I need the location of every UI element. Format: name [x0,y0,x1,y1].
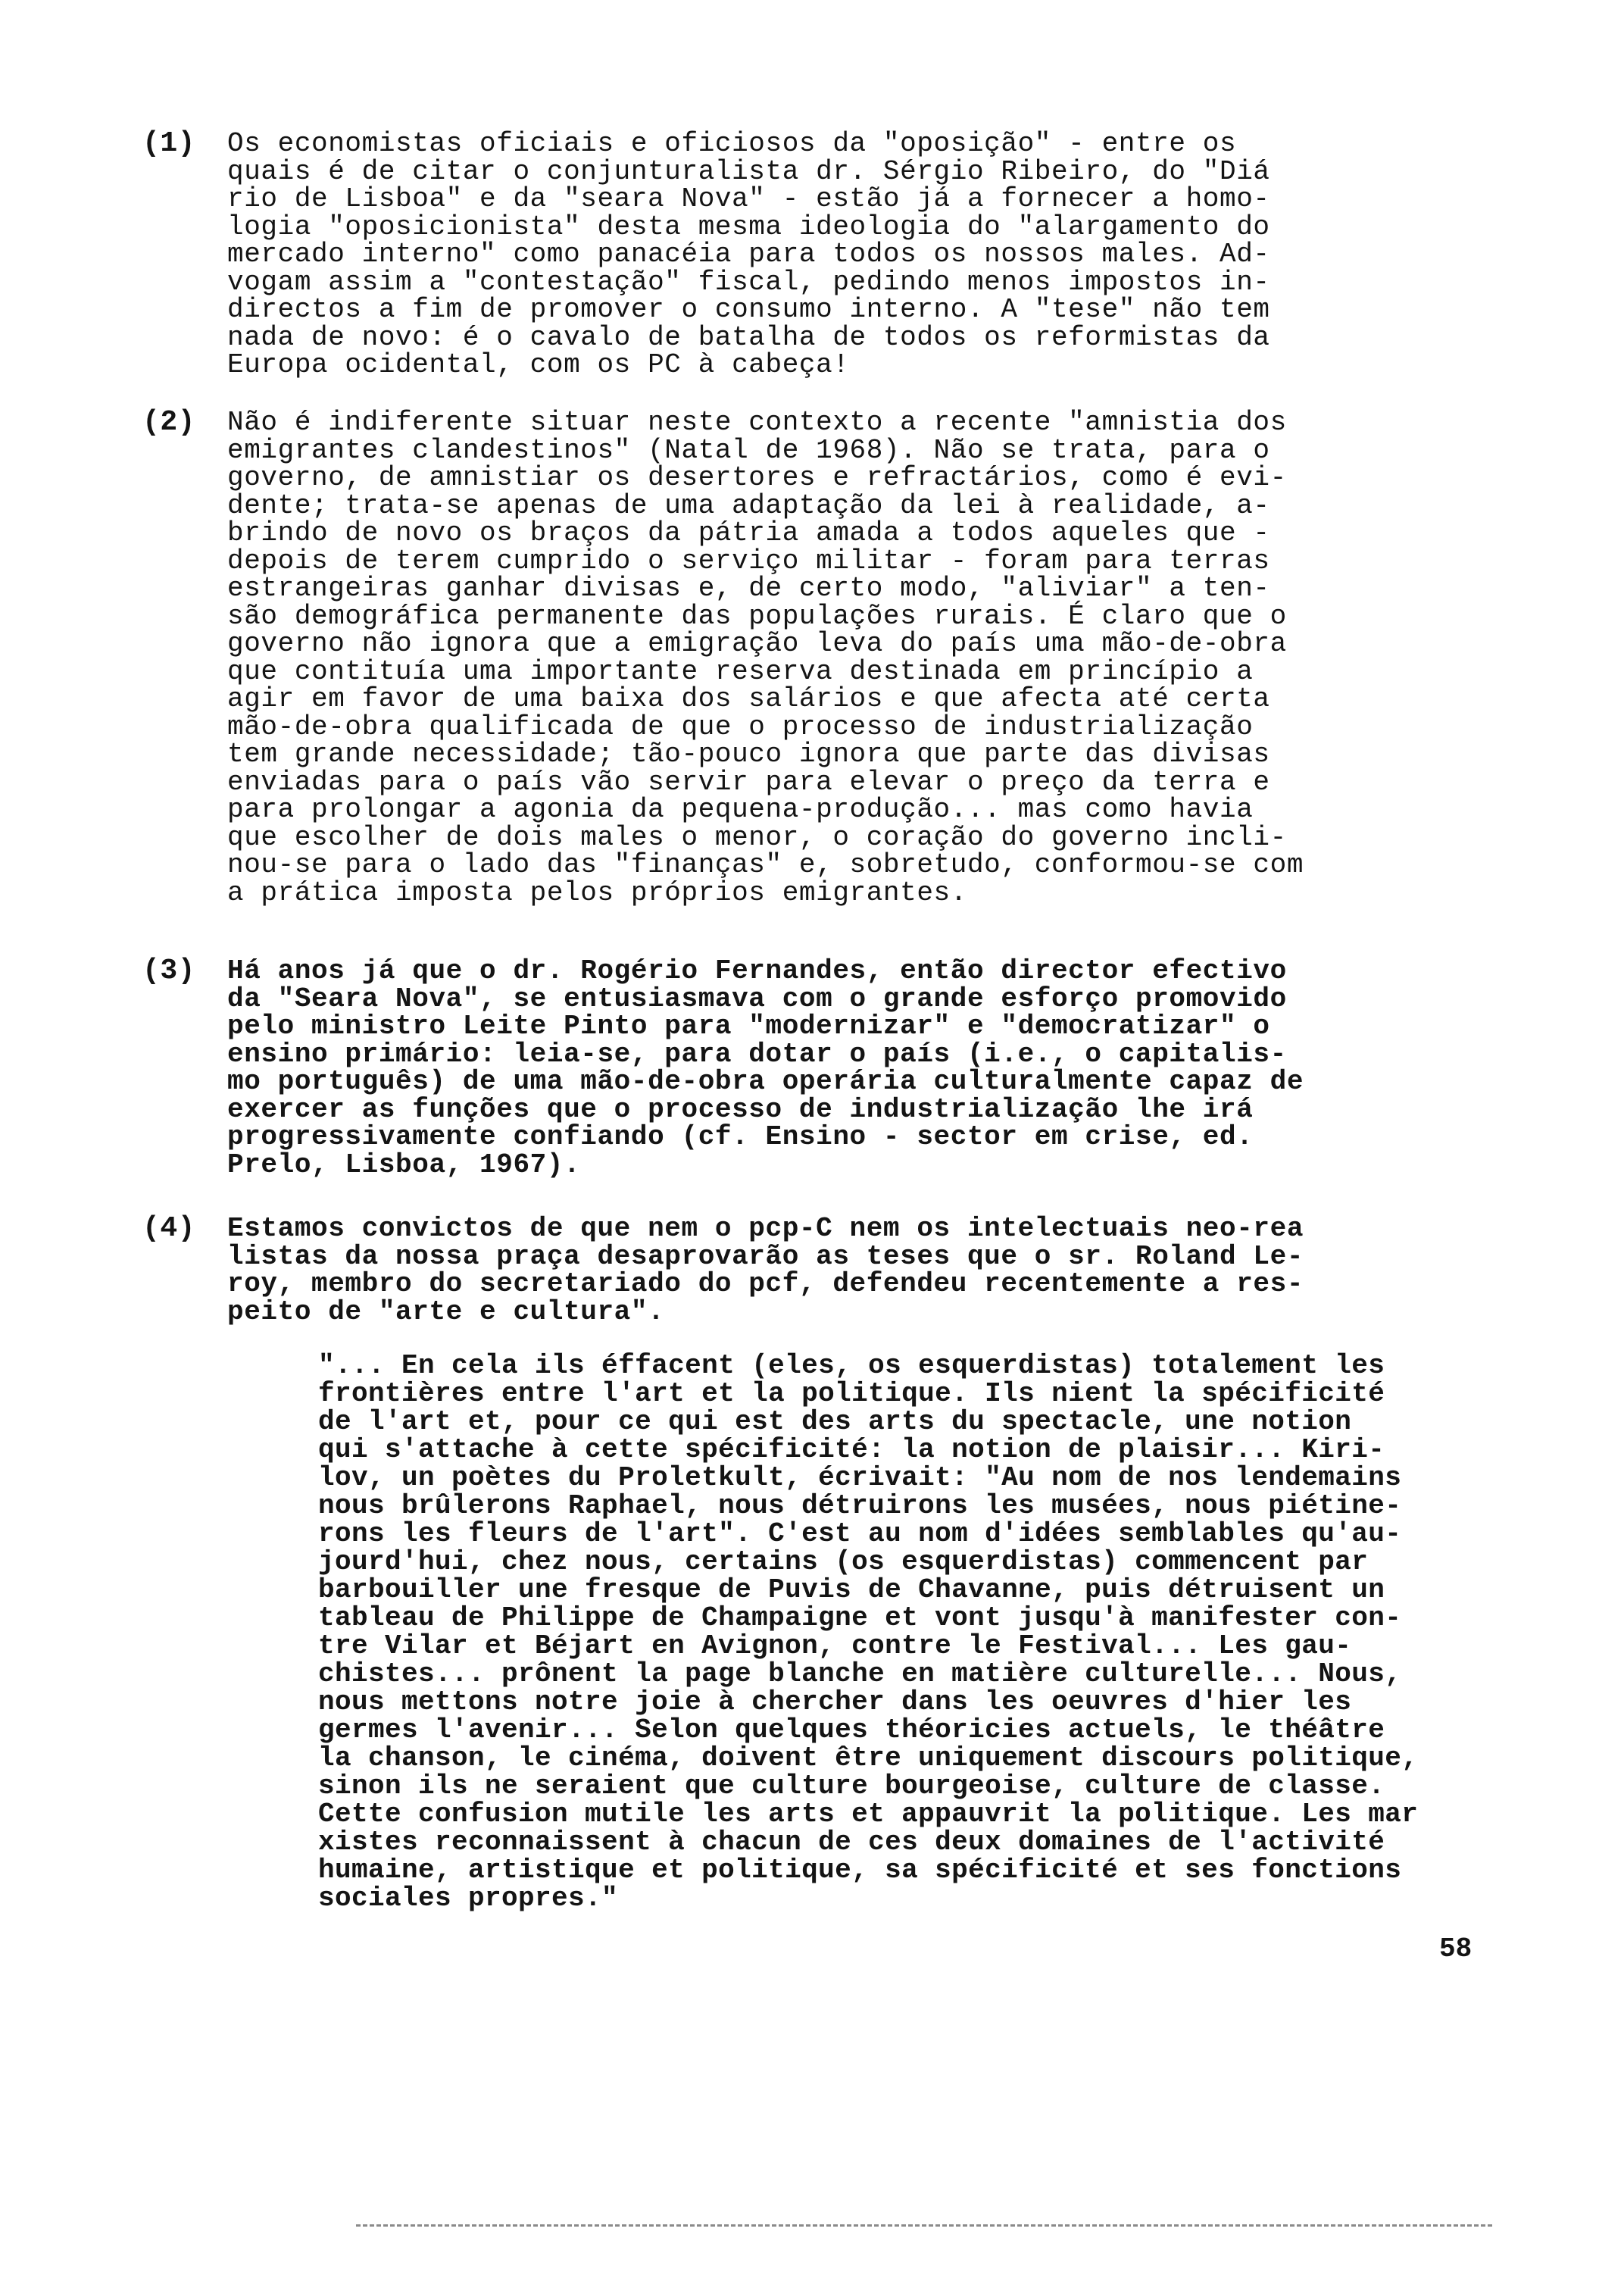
quote-line: germes l'avenir... Selon quelques théoricies actuels, le théâtre [318,1714,1385,1746]
text-line: depois de terem cumprido o serviço militar - foram para terras [227,545,1270,577]
text-line: peito de "arte e cultura". [227,1296,665,1327]
text-line: listas da nossa praça desaprovarão as teses que o sr. Roland Le- [227,1240,1304,1272]
page-number: 58 [1439,1933,1473,1964]
quote-line: nous mettons notre joie à chercher dans les oeuvres d'hier les [318,1686,1352,1717]
quote-line: rons les fleurs de l'art". C'est au nom d'idées semblables qu'au- [318,1518,1402,1549]
footnote-number: (1) [142,127,196,160]
footer-rule [356,2224,1492,2227]
footnote-body [227,1215,1469,1326]
text-line: quais é de citar o conjunturalista dr. Sérgio Ribeiro, do "Diá [227,155,1270,187]
footnote-4 [142,1212,1469,1327]
text-line: tem grande necessidade; tão-pouco ignora que parte das divisas [227,739,1270,770]
text-line: roy, membro do secretariado do pcf, defendeu recentemente a res- [227,1268,1304,1299]
text-line: Estamos convictos de que nem o pcp-C nem os intelectuais neo-rea [227,1213,1304,1244]
quote-line: de l'art et, pour ce qui est des arts du spectacle, une notion [318,1406,1352,1437]
text-line: Há anos já que o dr. Rogério Fernandes, então director efectivo [227,955,1287,986]
text-line: emigrantes clandestinos" (Natal de 1968). Não se trata, para o [227,434,1270,466]
text-line: agir em favor de uma baixa dos salários e que afecta até certa [227,683,1270,714]
text-line: mo português) de uma mão-de-obra operária culturalmente capaz de [227,1066,1304,1097]
quote-line: xistes reconnaissent à chacun de ces deux domaines de l'activité [318,1827,1385,1858]
footnote-2 [142,406,1469,908]
quote-line: la chanson, le cinéma, doivent être uniquement discours politique, [318,1742,1419,1774]
text-line: a prática imposta pelos próprios emigrantes. [227,877,967,908]
quote-line: jourd'hui, chez nous, certains (os esquerdistas) commencent par [318,1546,1369,1577]
quote-line: Cette confusion mutile les arts et appauvrit la politique. Les mar [318,1799,1419,1830]
text-line: progressivamente confiando (cf. Ensino - sector em crise, ed. [227,1121,1254,1152]
text-line: exercer as funções que o processo de industrialização lhe irá [227,1093,1254,1125]
footnote-number: (2) [142,406,196,439]
text-line: que contituía uma importante reserva destinada em princípio a [227,655,1254,687]
text-line: da "Seara Nova", se entusiasmava com o grande esforço promovido [227,983,1287,1014]
quote-line: tableau de Philippe de Champaigne et vont jusqu'à manifester con- [318,1602,1402,1633]
text-line: dente; trata-se apenas de uma adaptação da lei à realidade, a- [227,489,1270,521]
quote-line: qui s'attache à cette spécificité: la notion de plaisir... Kiri- [318,1434,1385,1465]
text-line: mão-de-obra qualificada de que o processo de industrialização [227,711,1254,742]
text-line: nada de novo: é o cavalo de batalha de todos os reformistas da [227,321,1270,353]
quote-line: chistes... prônent la page blanche en matière culturelle... Nous, [318,1658,1402,1689]
text-line: ensino primário: leia-se, para dotar o país (i.e., o capitalis- [227,1038,1287,1070]
text-line: Europa ocidental, com os PC à cabeça! [227,349,850,380]
quote-line: lov, un poètes du Proletkult, écrivait: "Au nom de nos lendemains [318,1462,1402,1493]
quote-line: frontières entre l'art et la politique. Ils nient la spécificité [318,1378,1385,1409]
text-line: brindo de novo os braços da pátria amada a todos aqueles que - [227,517,1270,549]
text-line: estrangeiras ganhar divisas e, de certo modo, "aliviar" a ten- [227,573,1270,604]
text-line: directos a fim de promover o consumo interno. A "tese" não tem [227,294,1270,325]
text-line: vogam assim a "contestação" fiscal, pedindo menos impostos in- [227,266,1270,298]
quote-line: "... En cela ils éffacent (eles, os esquerdistas) totalement les [318,1350,1385,1381]
footnote-3 [142,955,1469,1180]
text-line: Os economistas oficiais e oficiosos da "oposição" - entre os [227,128,1237,159]
footnote-body [227,130,1469,380]
text-line: Prelo, Lisboa, 1967). [227,1149,581,1180]
quote-line: nous brûlerons Raphael, nous détruirons les musées, nous piétine- [318,1490,1402,1521]
text-line: governo, de amnistiar os desertores e refractários, como é evi- [227,462,1287,493]
text-line: nou-se para o lado das "finanças" e, sobretudo, conformou-se com [227,849,1304,880]
text-line: rio de Lisboa" e da "seara Nova" - estão já a fornecer a homo- [227,183,1270,214]
text-line: mercado interno" como panacéia para todos os nossos males. Ad- [227,239,1270,270]
text-line: enviadas para o país vão servir para elevar o preço da terra e [227,766,1270,798]
quote-line: sinon ils ne seraient que culture bourgeoise, culture de classe. [318,1771,1385,1802]
text-line: Não é indiferente situar neste contexto a recente "amnistia dos [227,407,1287,438]
footnote-1 [142,127,1469,380]
text-line: governo não ignora que a emigração leva do país uma mão-de-obra [227,628,1287,659]
footnote-body [227,409,1469,907]
footnote-body [227,955,1469,1180]
footnote-number: (3) [142,955,196,987]
quote-line: humaine, artistique et politique, sa spécificité et ses fonctions [318,1855,1402,1886]
text-line: logia "oposicionista" desta mesma ideologia do "alargamento do [227,211,1270,242]
text-line: para prolongar a agonia da pequena-produção... mas como havia [227,794,1254,825]
text-line: que escolher de dois males o menor, o coração do governo incli- [227,821,1287,853]
french-quotation [318,1352,1485,1912]
footnote-number: (4) [142,1212,196,1245]
quote-line: tre Vilar et Béjart en Avignon, contre le Festival... Les gau- [318,1630,1352,1661]
quote-line: barbouiller une fresque de Puvis de Chavanne, puis détruisent un [318,1574,1385,1605]
quote-line: sociales propres." [318,1883,619,1914]
text-line: são demográfica permanente das populações rurais. É claro que o [227,600,1287,632]
text-line: pelo ministro Leite Pinto para "modernizar" e "democratizar" o [227,1011,1270,1042]
